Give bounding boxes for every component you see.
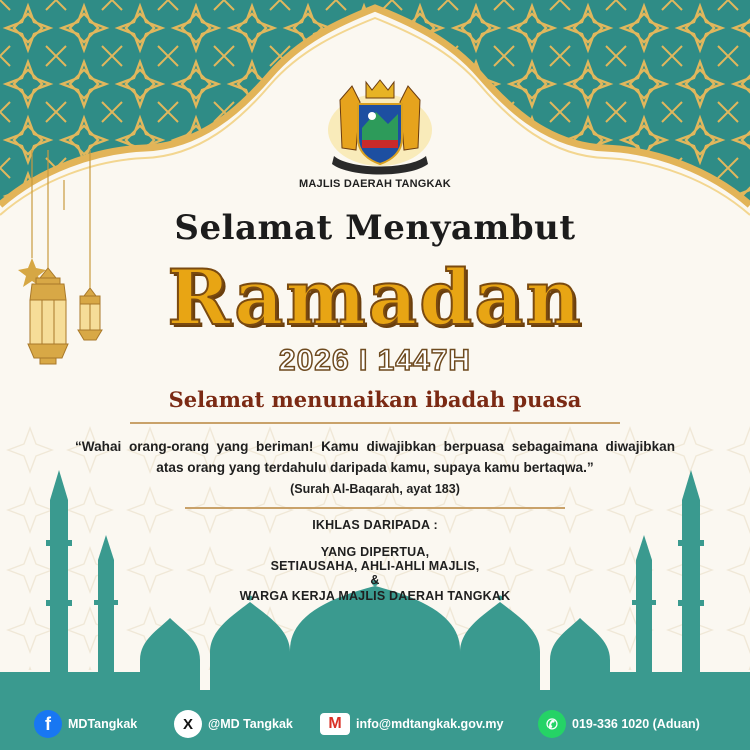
quote-source: (Surah Al-Baqarah, ayat 183) [290,482,460,496]
sender-heading: IKHLAS DARIPADA : [312,518,438,532]
facebook-icon: f [34,710,62,738]
email-address: info@mdtangkak.gov.my [356,717,504,731]
email-icon: M [320,713,350,735]
facebook-handle: MDTangkak [68,717,138,731]
contact-facebook[interactable] [34,704,137,744]
greeting-line: Selamat Menyambut [174,208,576,248]
contact-x[interactable] [174,704,293,744]
whatsapp-icon: ✆ [538,710,566,738]
organization-name: MAJLIS DAERAH TANGKAK [299,178,451,190]
sender-ampersand: & [370,573,380,587]
contact-footer [0,704,750,744]
divider-top [130,422,620,424]
contact-whatsapp[interactable] [538,704,700,744]
year-label: 2026 I 1447H [278,344,472,377]
sender-line-1: YANG DIPERTUA, [320,545,430,559]
whatsapp-number: 019-336 1020 (Aduan) [572,717,700,731]
quran-quote: “Wahai orang-orang yang beriman! Kamu diwajibkan berpuasa sebagaimana diwajibkan atas orang yang terdahulu daripada kamu, supaya kamu bertaqwa.” [75,439,675,475]
fasting-greeting: Selamat menunaikan ibadah puasa [168,387,582,412]
sender-line-3: WARGA KERJA MAJLIS DAERAH TANGKAK [239,589,511,603]
contact-email[interactable] [320,704,503,744]
x-icon: X [174,710,202,738]
divider-bottom [185,507,565,509]
x-handle: @MD Tangkak [208,717,293,731]
sender-line-2: SETIAUSAHA, AHLI-AHLI MAJLIS, [270,559,480,573]
ramadan-headline: Ramadan [167,253,583,342]
